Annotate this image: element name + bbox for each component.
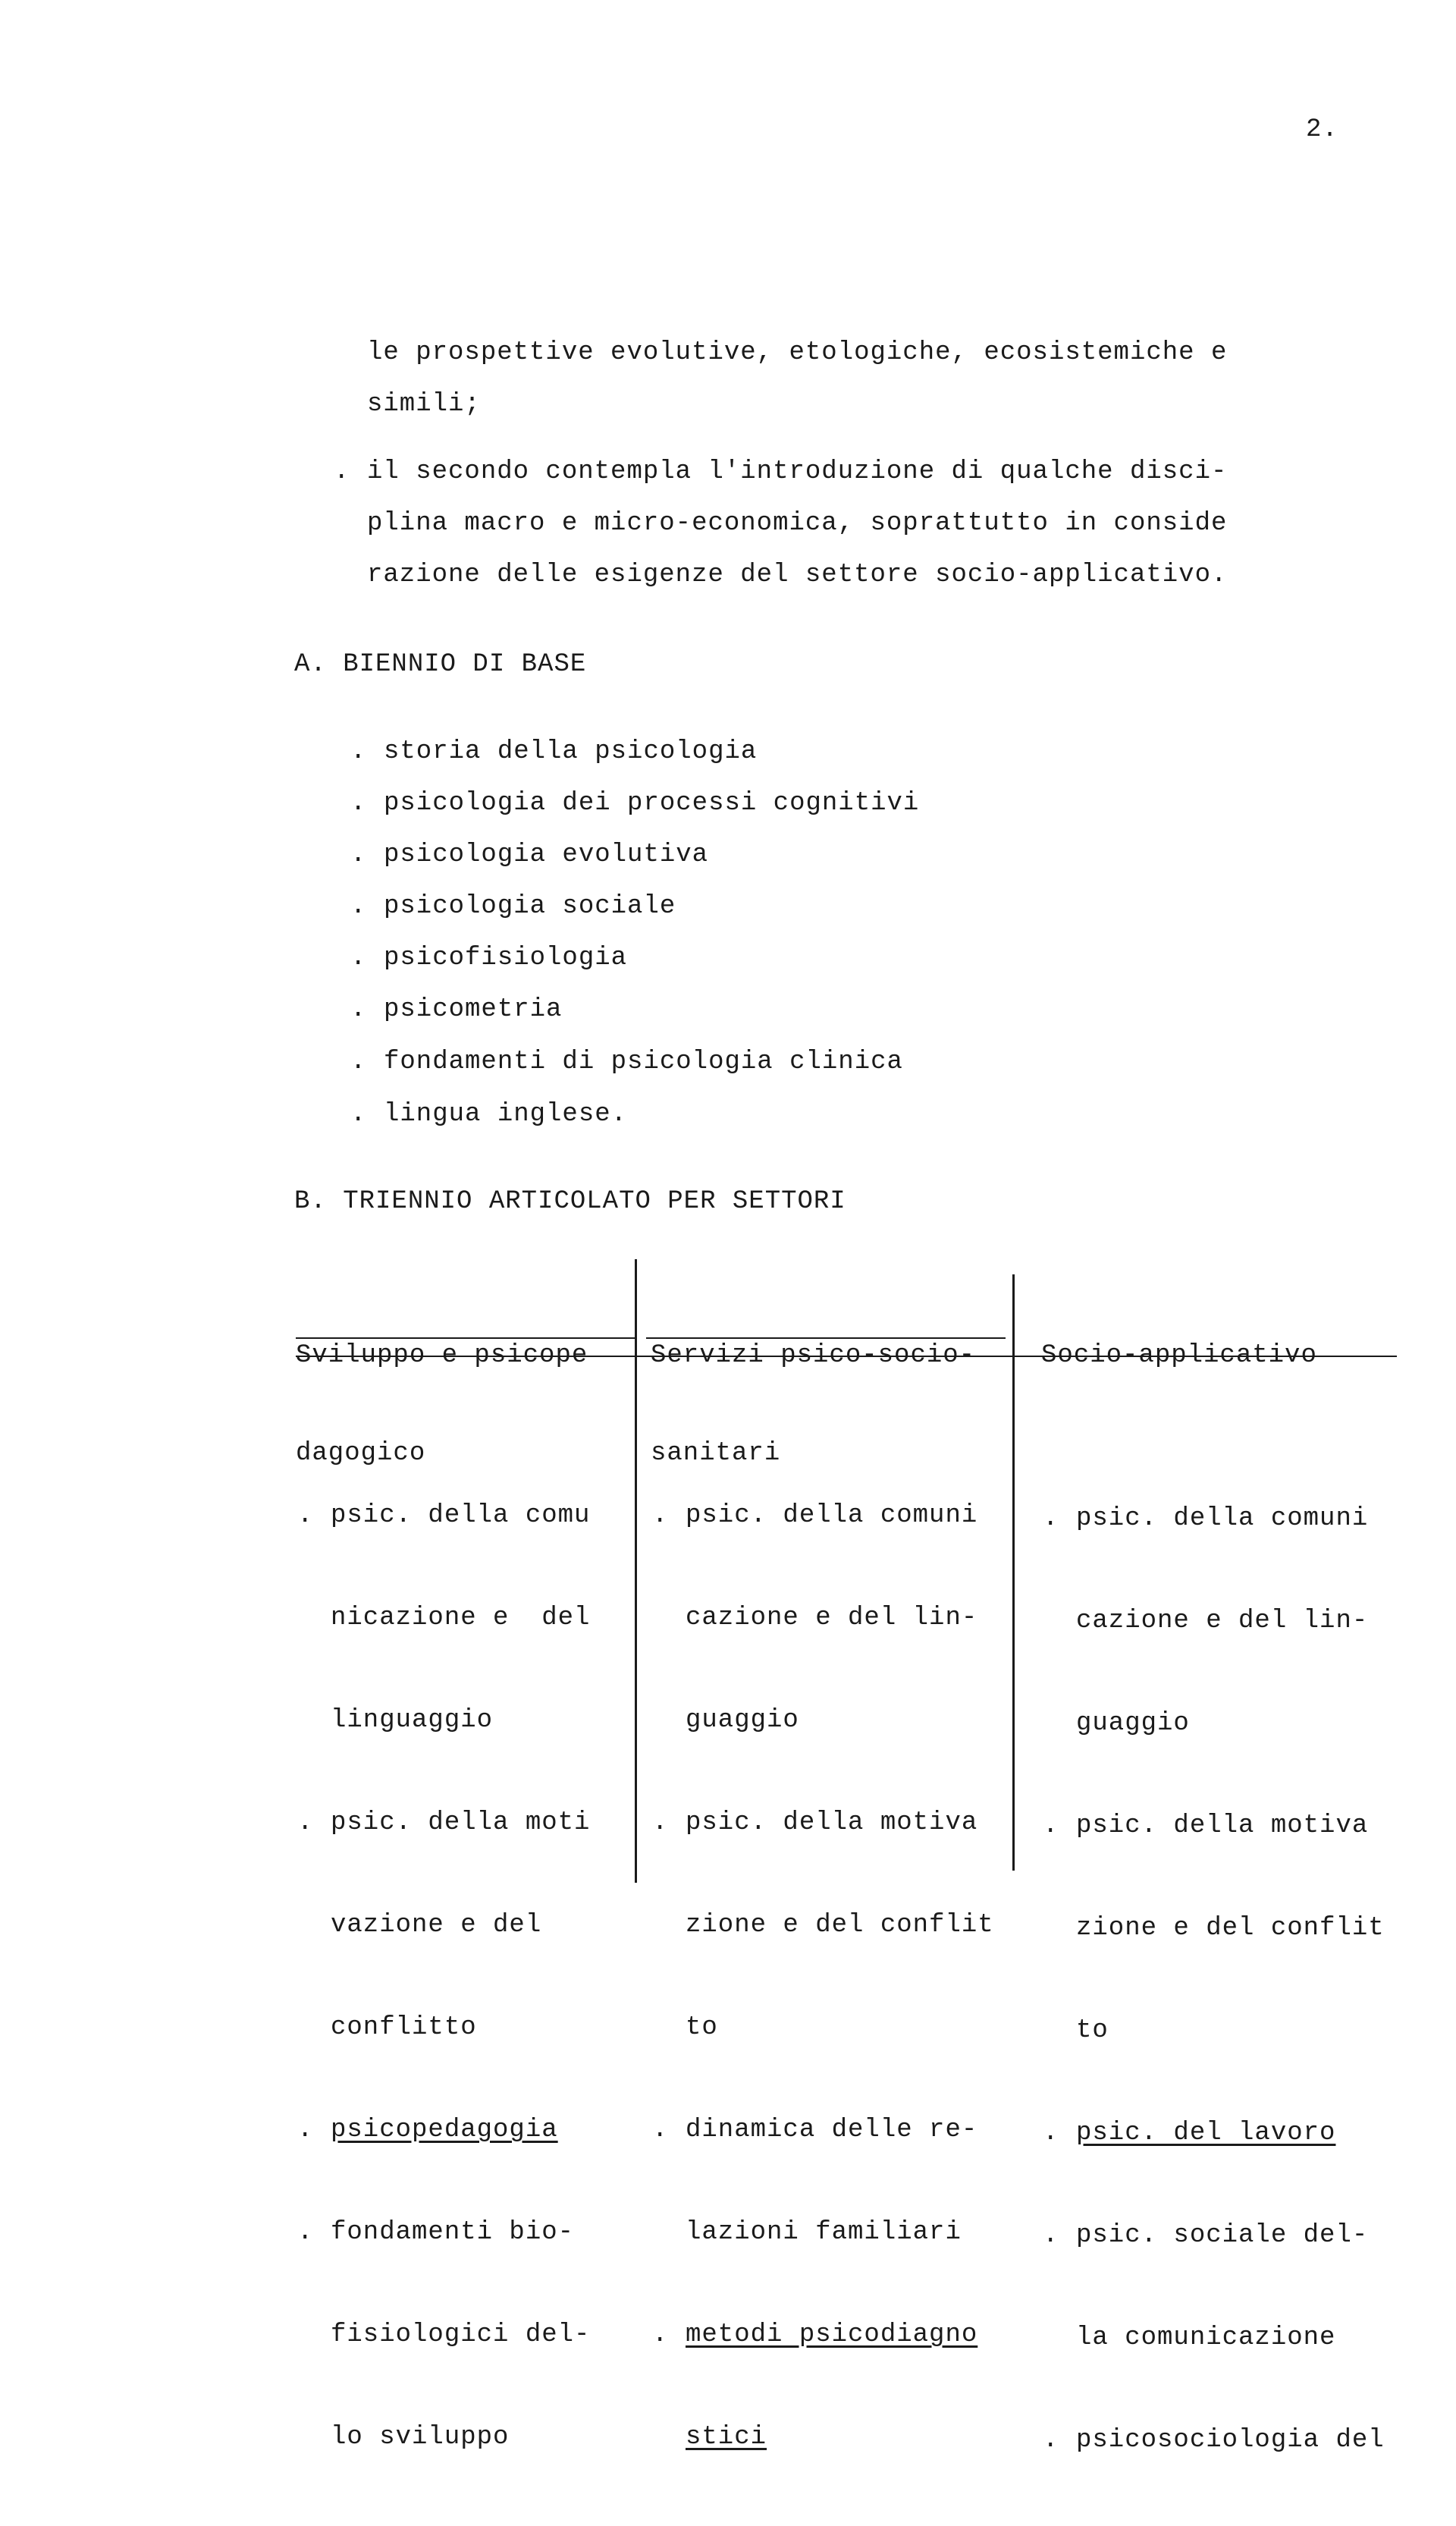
column-header-socio-applicativo: Socio-applicativo [1041, 1341, 1317, 1370]
base-item: lingua inglese. [384, 1100, 628, 1129]
table-row: conflitto [331, 2013, 477, 2042]
table-row: . psic. del lavoro [1043, 2119, 1336, 2147]
base-item: psicologia sociale [384, 892, 676, 921]
table-row: zione e del conflit [686, 1911, 994, 1940]
base-item: fondamenti di psicologia clinica [384, 1048, 903, 1076]
table-row: . psic. della motiva [1043, 1811, 1369, 1840]
base-item: psicologia dei processi cognitivi [384, 789, 920, 818]
section-b-heading: B. TRIENNIO ARTICOLATO PER SETTORI [294, 1187, 846, 1216]
table-row: linguaggio [331, 1706, 494, 1735]
table-row: stici [686, 2423, 767, 2452]
table-divider-2 [1012, 1274, 1015, 1871]
intro-bullet: . [334, 457, 350, 486]
intro-line-1: le prospettive evolutive, etologiche, ecosistemiche e [367, 338, 1228, 367]
column-socio-applicativo-body [1043, 1434, 1385, 2526]
base-item: psicometria [384, 995, 563, 1024]
table-row: . metodi psicodiagno [652, 2320, 978, 2349]
section-a-heading: A. BIENNIO DI BASE [294, 650, 587, 679]
table-row: guaggio [1076, 1709, 1190, 1738]
table-row: . psic. della comuni [652, 1501, 978, 1530]
table-row: la comunicazione [1076, 2323, 1336, 2352]
table-row: . psicopedagogia [297, 2116, 558, 2144]
table-row: . psic. della comu [297, 1501, 591, 1530]
table-row: cazione e del lin- [1076, 1607, 1369, 1635]
column-servizi-body [652, 1431, 994, 2523]
column-header-servizi: Servizi psico-socio- sanitari [651, 1341, 976, 1468]
table-row: . dinamica delle re- [652, 2116, 978, 2144]
base-item: storia della psicologia [384, 737, 758, 766]
table-row: lazioni familiari [686, 2218, 962, 2247]
table-row: . psic. della motiva [652, 1808, 978, 1837]
base-item: psicologia evolutiva [384, 840, 709, 869]
column-header-sviluppo: Sviluppo e psicope dagogico [296, 1341, 588, 1468]
intro-line-4: plina macro e micro-economica, soprattutto in conside [367, 509, 1228, 538]
base-item: psicofisiologia [384, 944, 628, 972]
table-row: . fondamenti bio- [297, 2218, 575, 2247]
intro-line-3: il secondo contempla l'introduzione di qualche disci- [367, 457, 1228, 486]
column-sviluppo-body [297, 1431, 590, 2523]
table-row: . psic. sociale del- [1043, 2221, 1369, 2250]
table-row: to [1076, 2016, 1109, 2045]
intro-line-2: simili; [367, 390, 481, 419]
table-row: vazione e del [331, 1911, 542, 1940]
table-row: cazione e del lin- [686, 1604, 978, 1632]
table-row: to [686, 2013, 718, 2042]
table-row: lo sviluppo [331, 2423, 510, 2452]
table-row: . psicosociologia del [1043, 2426, 1385, 2455]
table-divider-1 [635, 1259, 637, 1883]
table-row: fisiologici del- [331, 2320, 591, 2349]
page-number: 2. [1306, 115, 1338, 144]
table-row: . psic. della comuni [1043, 1504, 1369, 1533]
document-page: 2. le prospettive evolutive, etologiche, ecosistemiche e simili; . il secondo contempla l'introduzione di qualche disci- plina macro e micro-economica, soprattutto in conside razione delle esigenze del settore socio-applicativo. A. BIENNIO DI BASE . storia della psicologia . psicologia dei processi cognitivi . psicologia evolutiva . psicologia sociale . psicofisiologia . psicometria . fondamenti di psicologia clinica . lingua inglese. B. TRIENNIO ARTICOLATO PER SETTORI Sviluppo e psicope dagogico Servizi psico-socio- sanitari Socio-applicativo . psic. della comu nicazione e del linguaggio . psic. della moti vazione e del conflitto . psicopedagogia . fondamenti bio- fisiologici del- lo sviluppo . psic. della comuni cazione e del lin- guaggio . psic. della motiva zione e del conflit to . dinamica delle re- lazioni familiari . metodi psicodiagno stici . psic. della comuni cazione e del lin- guaggio . psic. della motiva zione e del conflit to . psic. del lavoro . psic. sociale del- la comunicazione . psicosociologia del [0, 0, 1456, 2056]
table-row: zione e del conflit [1076, 1914, 1385, 1943]
table-row: guaggio [686, 1706, 799, 1735]
table-row: nicazione e del [331, 1604, 591, 1632]
table-row: . psic. della moti [297, 1808, 591, 1837]
intro-line-5: razione delle esigenze del settore socio-applicativo. [367, 561, 1228, 589]
